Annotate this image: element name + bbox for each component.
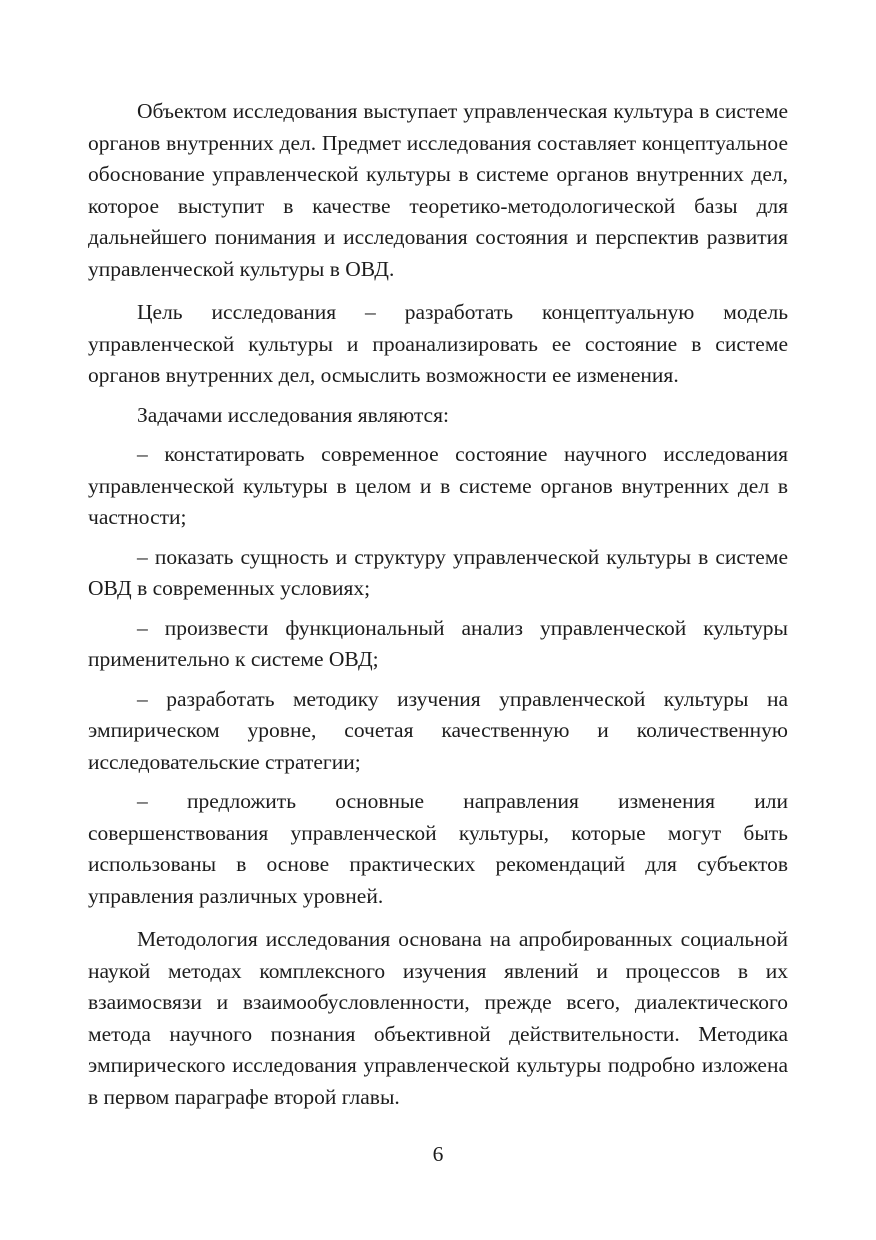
paragraph-goal: Цель исследования – разработать концептуальную модель управленческой культуры и проанализировать ее состояние в системе органов внутренних дел, осмыслить возможности ее изменения. [88,300,788,387]
list-item-task-5: – предложить основные направления изменения или совершенствования управленческой культуры, которые могут быть использованы в основе практических рекомендаций для субъектов управления различных уровней. [88,789,788,908]
paragraph-methodology: Методология исследования основана на апробированных социальной наукой методах комплексного изучения явлений и процессов в их взаимосвязи и взаимообусловленности, прежде всего, диалектического метода научного познания объективной действительности. Методика эмпирического исследования управленческой культуры подробно изложена в первом параграфе второй главы. [88,927,788,1109]
document-page [88,96,788,1113]
page-number: 6 [432,1142,444,1166]
paragraph-object-subject: Объектом исследования выступает управленческая культура в системе органов внутренних дел. Предмет исследования составляет концептуальное обоснование управленческой культуры в системе органов внутренних дел, которое выступит в качестве теоретико-методологической базы для дальнейшего понимания и исследования состояния и перспектив развития управленческой культуры в ОВД. [88,99,788,281]
list-item-task-2: – показать сущность и структуру управленческой культуры в системе ОВД в современных условиях; [88,544,788,600]
list-item-task-4: – разработать методику изучения управленческой культуры на эмпирическом уровне, сочетая качественную и количественную исследовательские стратегии; [88,686,788,774]
list-item-task-3: – произвести функциональный анализ управленческой культуры применительно к системе ОВД; [88,615,788,671]
list-item-task-1: – констатировать современное состояние научного исследования управленческой культуры в целом и в системе органов внутренних дел в частности; [88,442,788,529]
paragraph-tasks-intro: Задачами исследования являются: [137,402,449,427]
